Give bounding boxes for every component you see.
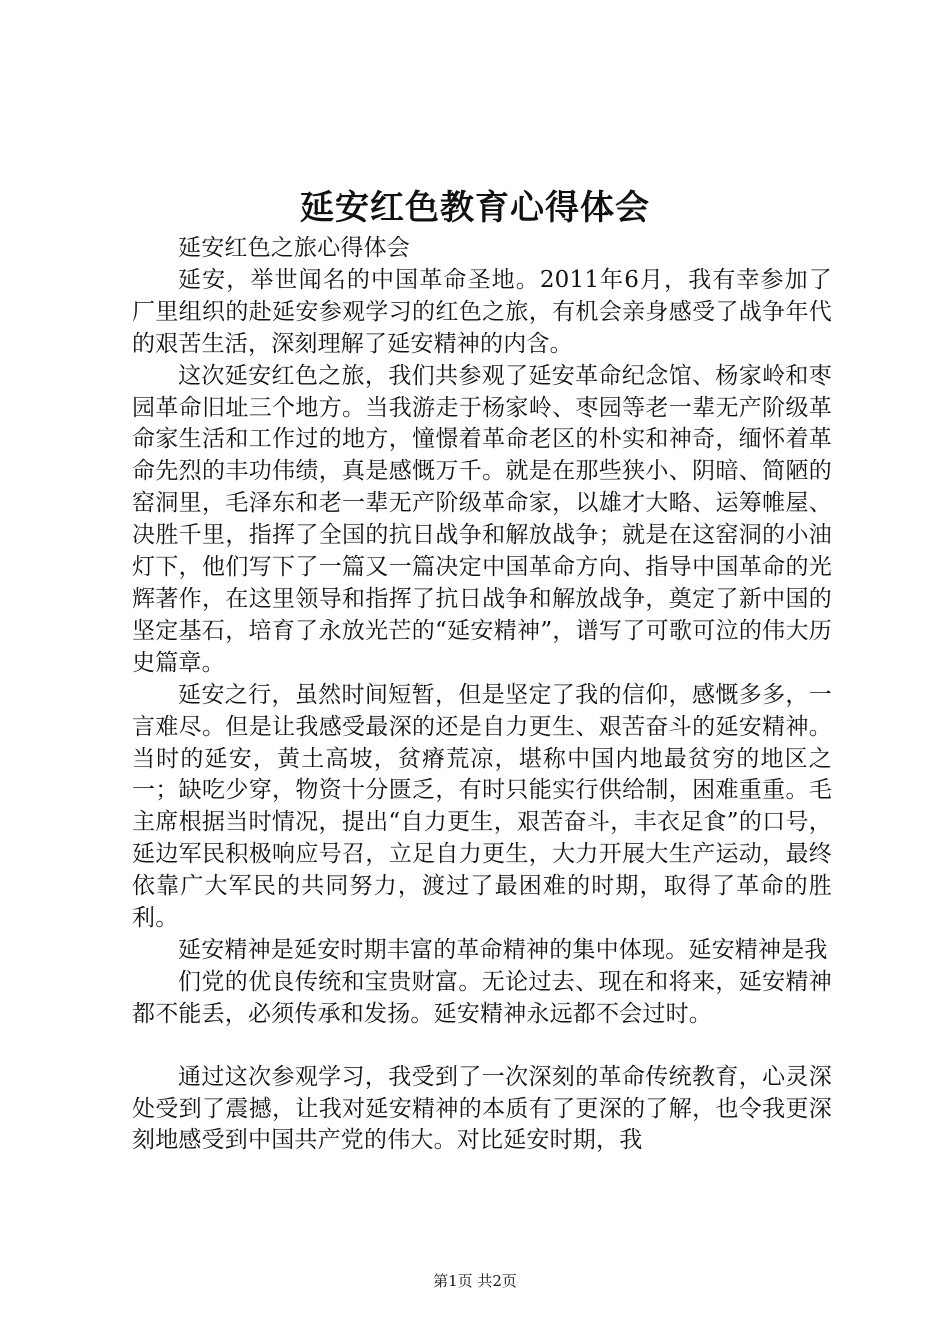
paragraph-spirit-continued: 们党的优良传统和宝贵财富。无论过去、现在和将来，延安精神都不能丢，必须传承和发扬。延安精神永远都不会过时。 — [132, 968, 832, 1027]
page-title: 延安红色教育心得体会 — [300, 188, 650, 228]
paragraph-visit: 这次延安红色之旅，我们共参观了延安革命纪念馆、杨家岭和枣园革命旧址三个地方。当我游走于杨家岭、枣园等老一辈无产阶级革命家生活和工作过的地方，憧憬着革命老区的朴实和神奇，缅怀着革命先烈的丰功伟绩，真是感慨万千。就是在那些狭小、阴暗、简陋的窑洞里，毛泽东和老一辈无产阶级革命家，以雄才大略、运筹帷屋、决胜千里，指挥了全国的抗日战争和解放战争；就是在这窑洞的小油灯下，他们写下了一篇又一篇决定中国革命方向、指导中国革命的光辉著作，在这里领导和指挥了抗日战争和解放战争，奠定了新中国的坚定基石，培育了永放光芒的“延安精神”，谱写了可歌可泣的伟大历史篇章。 — [132, 362, 832, 676]
paragraph-reflection: 延安之行，虽然时间短暂，但是坚定了我的信仰，感慨多多，一言难尽。但是让我感受最深的还是自力更生、艰苦奋斗的延安精神。当时的延安，黄土高坡，贫瘠荒凉，堪称中国内地最贫穷的地区之一；缺吃少穿，物资十分匮乏，有时只能实行供给制，困难重重。毛主席根据当时情况，提出“自力更生，艰苦奋斗，丰衣足食”的口号，延边军民积极响应号召，立足自力更生，大力开展大生产运动，最终依靠广大军民的共同努力，渡过了最困难的时期，取得了革命的胜利。 — [132, 681, 832, 932]
paragraph-spirit: 延安精神是延安时期丰富的革命精神的集中体现。延安精神是我 — [178, 936, 828, 963]
paragraph-conclusion: 通过这次参观学习，我受到了一次深刻的革命传统教育，心灵深处受到了震撼，让我对延安精神的本质有了更深的了解，也令我更深刻地感受到中国共产党的伟大。对比延安时期，我 — [132, 1063, 832, 1154]
paragraph-intro: 延安，举世闻名的中国革命圣地。2011年6月，我有幸参加了厂里组织的赴延安参观学习的红色之旅，有机会亲身感受了战争年代的艰苦生活，深刻理解了延安精神的内含。 — [132, 266, 832, 357]
page-number: 第1页 共2页 — [433, 1272, 517, 1290]
paragraph-subtitle: 延安红色之旅心得体会 — [178, 235, 410, 261]
document-body — [132, 233, 832, 1157]
